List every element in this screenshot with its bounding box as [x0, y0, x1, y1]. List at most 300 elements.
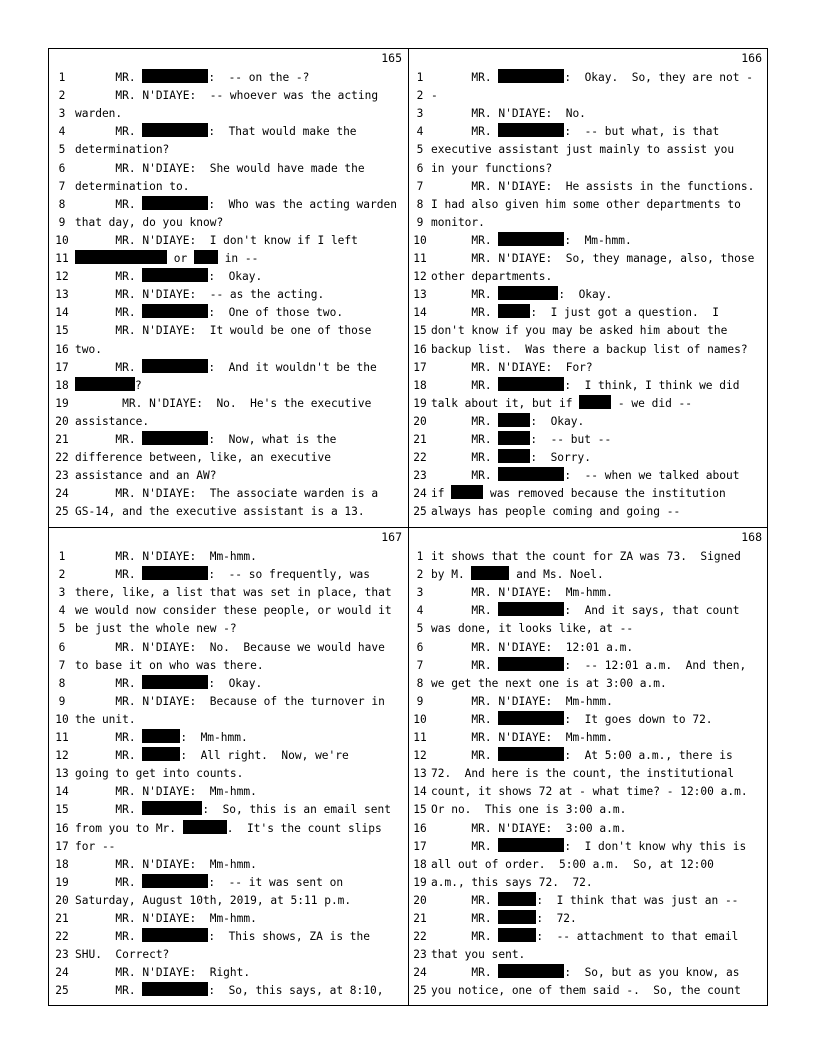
- line-text: [75, 343, 408, 356]
- text-segment: that day, do you know?: [75, 215, 224, 229]
- line-number: 12: [55, 749, 69, 763]
- text-segment: : And it wouldn't be the: [208, 360, 377, 374]
- redaction-box: [75, 377, 135, 391]
- transcript-line: [409, 120, 768, 138]
- line-text: [75, 948, 408, 961]
- text-segment: MR.: [431, 378, 499, 392]
- text-segment: and Ms. Noel.: [509, 568, 604, 582]
- text-segment: was removed because the institution: [483, 487, 726, 501]
- text-segment: MR.: [75, 930, 143, 944]
- text-segment: MR.: [431, 911, 499, 925]
- redaction-box: [579, 395, 611, 409]
- line-number: 25: [413, 505, 427, 519]
- line-number: 21: [55, 432, 69, 446]
- line-text: [431, 431, 768, 446]
- line-text: [75, 840, 408, 853]
- text-segment: MR.: [431, 604, 499, 618]
- transcript-line: [409, 84, 768, 102]
- text-segment: MR.: [75, 270, 143, 284]
- redaction-box: [142, 928, 208, 942]
- text-segment: a.m., this says 72. 72.: [431, 875, 593, 889]
- transcript-line: [409, 464, 768, 482]
- text-segment: other departments.: [431, 270, 553, 284]
- redaction-box: [142, 747, 180, 761]
- transcript-line: [49, 120, 408, 138]
- line-number: 20: [413, 414, 427, 428]
- transcript-line: [49, 545, 408, 563]
- transcript-line: [49, 138, 408, 156]
- redaction-box: [498, 910, 536, 924]
- text-segment: MR. N'DIAYE: Mm-hmm.: [75, 911, 257, 925]
- line-text: [75, 982, 408, 997]
- transcript-line: [49, 617, 408, 635]
- line-number: 17: [55, 360, 69, 374]
- line-number: 24: [55, 966, 69, 980]
- text-segment: count, it shows 72 at - what time? - 12:00 a.m.: [431, 785, 748, 799]
- line-text: [75, 675, 408, 690]
- transcript-sheet: [48, 48, 768, 1006]
- transcript-line: [409, 247, 768, 265]
- line-number: 13: [413, 288, 427, 302]
- line-text: [75, 89, 408, 102]
- text-segment: : So, this is an email sent: [202, 803, 391, 817]
- text-segment: : -- 12:01 a.m. And then,: [564, 658, 747, 672]
- line-number: 25: [413, 984, 427, 998]
- line-number: 11: [55, 731, 69, 745]
- redaction-box: [498, 602, 564, 616]
- line-number: 2: [416, 89, 424, 103]
- transcript-line: [49, 356, 408, 374]
- line-text: [431, 964, 768, 979]
- text-segment: MR.: [431, 839, 499, 853]
- line-text: [75, 713, 408, 726]
- line-text: [431, 252, 768, 265]
- transcript-line: [49, 175, 408, 193]
- redaction-box: [142, 196, 208, 210]
- transcript-line: [49, 84, 408, 102]
- text-segment: MR. N'DIAYE: -- as the acting.: [75, 288, 325, 302]
- transcript-line: [409, 690, 768, 708]
- redaction-box: [142, 359, 208, 373]
- text-segment: : I think, I think we did: [564, 378, 740, 392]
- transcript-line: [409, 726, 768, 744]
- line-text: [75, 487, 408, 500]
- line-number: 23: [55, 948, 69, 962]
- line-text: [431, 505, 768, 518]
- text-segment: executive assistant just mainly to assist you: [431, 143, 735, 157]
- text-segment: MR. N'DIAYE: Mm-hmm.: [75, 550, 257, 564]
- text-segment: to base it on who was there.: [75, 658, 264, 672]
- line-text: [431, 180, 768, 193]
- line-number: 18: [413, 378, 427, 392]
- line-number: 15: [55, 803, 69, 817]
- text-segment: be just the whole new -?: [75, 622, 237, 636]
- line-number: 13: [55, 288, 69, 302]
- transcript-line: [409, 943, 768, 961]
- text-segment: MR.: [431, 930, 499, 944]
- text-segment: : Okay. So, they are not -: [564, 71, 753, 85]
- text-segment: MR.: [431, 712, 499, 726]
- line-text: [75, 143, 408, 156]
- text-segment: we would now consider these people, or would it: [75, 604, 392, 618]
- line-number: 17: [413, 360, 427, 374]
- transcript-line: [409, 410, 768, 428]
- line-text: [431, 876, 768, 889]
- transcript-page-168: [409, 528, 768, 1006]
- transcript-line: [409, 798, 768, 816]
- line-text: [75, 641, 408, 654]
- redaction-box: [142, 874, 208, 888]
- line-text: [431, 910, 768, 925]
- transcript-line: [409, 545, 768, 563]
- page-number: 165: [381, 51, 402, 65]
- redaction-box: [75, 250, 167, 264]
- transcript-line: [409, 175, 768, 193]
- line-number: 18: [55, 378, 69, 392]
- transcript-line: [409, 138, 768, 156]
- transcript-line: [409, 617, 768, 635]
- line-number: 4: [416, 604, 424, 618]
- line-text: [431, 928, 768, 943]
- text-segment: you notice, one of them said -. So, the count: [431, 984, 741, 998]
- transcript-line: [49, 907, 408, 925]
- line-number: 9: [58, 694, 66, 708]
- line-number: 8: [416, 197, 424, 211]
- line-text: [75, 767, 408, 780]
- text-segment: MR. N'DIAYE: No.: [431, 107, 586, 121]
- transcript-line: [49, 672, 408, 690]
- line-text: [431, 162, 768, 175]
- text-segment: monitor.: [431, 215, 485, 229]
- text-segment: don't know if you may be asked him about the: [431, 324, 728, 338]
- line-number: 7: [58, 179, 66, 193]
- redaction-box: [498, 431, 530, 445]
- text-segment: that you sent.: [431, 948, 526, 962]
- line-number: 4: [58, 604, 66, 618]
- transcript-line: [49, 726, 408, 744]
- line-text: [75, 820, 408, 835]
- line-number: 23: [413, 469, 427, 483]
- transcript-line: [49, 500, 408, 518]
- text-segment: always has people coming and going --: [431, 505, 681, 519]
- text-segment: : 72.: [536, 911, 577, 925]
- transcript-line: [409, 193, 768, 211]
- page-number: 167: [381, 530, 402, 544]
- transcript-line: [409, 835, 768, 853]
- text-segment: : All right. Now, we're: [180, 749, 349, 763]
- line-text: [431, 377, 768, 392]
- line-text: [431, 586, 768, 599]
- text-segment: MR.: [75, 197, 143, 211]
- line-number: 5: [416, 622, 424, 636]
- redaction-box: [471, 566, 509, 580]
- line-text: [75, 695, 408, 708]
- transcript-line: [409, 708, 768, 726]
- redaction-box: [498, 747, 564, 761]
- transcript-line: [49, 392, 408, 410]
- text-segment: MR.: [431, 966, 499, 980]
- text-segment: warden.: [75, 107, 123, 121]
- text-segment: : So, this says, at 8:10,: [208, 984, 384, 998]
- text-segment: : Okay.: [208, 270, 263, 284]
- text-segment: MR. N'DIAYE: Mm-hmm.: [75, 785, 257, 799]
- transcript-lines: [409, 545, 768, 997]
- line-number: 9: [416, 215, 424, 229]
- line-text: [431, 695, 768, 708]
- redaction-box: [498, 964, 564, 978]
- text-segment: : -- it was sent on: [208, 875, 344, 889]
- line-text: [431, 304, 768, 319]
- redaction-box: [498, 449, 530, 463]
- line-number: 21: [55, 911, 69, 925]
- line-number: 19: [55, 396, 69, 410]
- text-segment: : Who was the acting warden: [208, 197, 397, 211]
- line-number: 14: [413, 785, 427, 799]
- transcript-line: [49, 563, 408, 581]
- transcript-line: [49, 690, 408, 708]
- transcript-line: [49, 961, 408, 979]
- transcript-line: [409, 744, 768, 762]
- transcript-line: [49, 708, 408, 726]
- line-number: 18: [413, 857, 427, 871]
- line-text: [75, 550, 408, 563]
- text-segment: MR. N'DIAYE: The associate warden is a: [75, 487, 379, 501]
- line-text: [431, 785, 768, 798]
- line-number: 16: [55, 821, 69, 835]
- line-number: 5: [58, 622, 66, 636]
- text-segment: MR.: [431, 125, 499, 139]
- line-number: 18: [55, 857, 69, 871]
- text-segment: -: [431, 89, 438, 103]
- transcript-line: [49, 762, 408, 780]
- transcript-line: [409, 356, 768, 374]
- line-text: [431, 858, 768, 871]
- line-number: 24: [413, 487, 427, 501]
- line-text: [75, 69, 408, 84]
- line-number: 4: [58, 125, 66, 139]
- transcript-line: [409, 889, 768, 907]
- line-number: 22: [55, 451, 69, 465]
- text-segment: MR.: [431, 432, 499, 446]
- text-segment: MR.: [75, 360, 143, 374]
- line-text: [431, 803, 768, 816]
- line-text: [75, 622, 408, 635]
- line-text: [431, 216, 768, 229]
- transcript-page-167: [49, 528, 408, 1006]
- transcript-line: [409, 961, 768, 979]
- line-text: [431, 747, 768, 762]
- redaction-box: [142, 304, 208, 318]
- text-segment: difference between, like, an executive: [75, 451, 331, 465]
- text-segment: ?: [135, 378, 142, 392]
- text-segment: talk about it, but if: [431, 396, 580, 410]
- line-number: 7: [416, 658, 424, 672]
- line-number: 17: [413, 839, 427, 853]
- line-number: 13: [413, 767, 427, 781]
- text-segment: MR. N'DIAYE: Mm-hmm.: [75, 857, 257, 871]
- transcript-line: [409, 265, 768, 283]
- line-number: 16: [413, 342, 427, 356]
- text-segment: MR. N'DIAYE: Mm-hmm.: [431, 586, 613, 600]
- text-segment: MR.: [75, 749, 143, 763]
- transcript-line: [49, 283, 408, 301]
- text-segment: MR. N'DIAYE: It would be one of those: [75, 324, 372, 338]
- text-segment: from you to Mr.: [75, 821, 183, 835]
- transcript-line: [409, 599, 768, 617]
- transcript-line: [409, 780, 768, 798]
- transcript-line: [409, 500, 768, 518]
- line-number: 20: [55, 893, 69, 907]
- redaction-box: [142, 729, 180, 743]
- redaction-box: [194, 250, 218, 264]
- line-number: 10: [55, 233, 69, 247]
- line-number: 2: [416, 568, 424, 582]
- line-number: 12: [413, 749, 427, 763]
- transcript-line: [409, 853, 768, 871]
- text-segment: in --: [217, 252, 259, 266]
- redaction-box: [142, 566, 208, 580]
- transcript-line: [409, 211, 768, 229]
- line-text: [431, 838, 768, 853]
- line-number: 11: [413, 731, 427, 745]
- line-number: 12: [413, 270, 427, 284]
- text-segment: MR. N'DIAYE: No. He's the executive: [75, 396, 372, 410]
- text-segment: MR.: [75, 676, 143, 690]
- redaction-box: [142, 982, 208, 996]
- line-number: 3: [416, 107, 424, 121]
- text-segment: : Okay.: [208, 676, 263, 690]
- line-text: [75, 162, 408, 175]
- text-segment: MR. N'DIAYE: 12:01 a.m.: [431, 640, 634, 654]
- page-number: 168: [741, 530, 762, 544]
- line-text: [431, 143, 768, 156]
- transcript-line: [409, 563, 768, 581]
- transcript-line: [409, 301, 768, 319]
- text-segment: : It goes down to 72.: [564, 712, 713, 726]
- line-text: [75, 566, 408, 581]
- redaction-box: [498, 123, 564, 137]
- transcript-line: [409, 925, 768, 943]
- line-text: [431, 343, 768, 356]
- line-text: [75, 324, 408, 337]
- line-text: [431, 69, 768, 84]
- line-text: [75, 801, 408, 816]
- text-segment: MR.: [75, 731, 143, 745]
- redaction-box: [498, 892, 536, 906]
- text-segment: : -- on the -?: [208, 71, 310, 85]
- text-segment: : Mm-hmm.: [180, 731, 248, 745]
- redaction-box: [142, 123, 208, 137]
- line-number: 3: [58, 107, 66, 121]
- line-text: [431, 550, 768, 563]
- line-text: [431, 566, 768, 581]
- line-number: 6: [416, 161, 424, 175]
- line-text: [75, 180, 408, 193]
- line-number: 12: [55, 270, 69, 284]
- line-text: [431, 449, 768, 464]
- text-segment: was done, it looks like, at --: [431, 622, 634, 636]
- line-text: [431, 677, 768, 690]
- page-number: 166: [741, 51, 762, 65]
- text-segment: Saturday, August 10th, 2019, at 5:11 p.m.: [75, 893, 352, 907]
- line-text: [431, 232, 768, 247]
- line-text: [431, 107, 768, 120]
- text-segment: we get the next one is at 3:00 a.m.: [431, 676, 667, 690]
- line-number: 16: [55, 342, 69, 356]
- transcript-line: [409, 635, 768, 653]
- line-number: 8: [58, 676, 66, 690]
- line-number: 7: [416, 179, 424, 193]
- transcript-lines: [49, 545, 408, 997]
- line-number: 13: [55, 767, 69, 781]
- line-number: 8: [416, 676, 424, 690]
- redaction-box: [498, 413, 530, 427]
- transcript-line: [409, 816, 768, 834]
- redaction-box: [498, 711, 564, 725]
- line-number: 2: [58, 568, 66, 582]
- line-text: [75, 397, 408, 410]
- line-number: 21: [413, 911, 427, 925]
- text-segment: : Okay.: [530, 414, 585, 428]
- transcript-line: [409, 446, 768, 464]
- line-text: [431, 622, 768, 635]
- text-segment: two.: [75, 342, 102, 356]
- transcript-line: [409, 871, 768, 889]
- transcript-line: [409, 654, 768, 672]
- text-segment: : I don't know why this is: [564, 839, 747, 853]
- transcript-line: [49, 247, 408, 265]
- line-text: [431, 892, 768, 907]
- line-text: [75, 359, 408, 374]
- text-segment: determination?: [75, 143, 170, 157]
- transcript-line: [49, 193, 408, 211]
- transcript-line: [409, 319, 768, 337]
- line-number: 3: [58, 586, 66, 600]
- text-segment: MR. N'DIAYE: Right.: [75, 966, 251, 980]
- text-segment: SHU. Correct?: [75, 948, 170, 962]
- transcript-line: [409, 283, 768, 301]
- text-segment: : I think that was just an --: [536, 893, 739, 907]
- line-text: [431, 984, 768, 997]
- transcript-line: [409, 66, 768, 84]
- redaction-box: [498, 232, 564, 246]
- text-segment: : -- attachment to that email: [536, 930, 739, 944]
- redaction-box: [142, 69, 208, 83]
- redaction-box: [142, 268, 208, 282]
- line-text: [431, 286, 768, 301]
- transcript-line: [49, 889, 408, 907]
- line-number: 14: [413, 306, 427, 320]
- line-text: [75, 659, 408, 672]
- transcript-line: [49, 780, 408, 798]
- redaction-box: [498, 69, 564, 83]
- text-segment: going to get into counts.: [75, 767, 244, 781]
- text-segment: MR. N'DIAYE: So, they manage, also, those: [431, 252, 755, 266]
- line-number: 19: [55, 875, 69, 889]
- text-segment: MR.: [431, 469, 499, 483]
- line-text: [75, 107, 408, 120]
- transcript-lines: [49, 66, 408, 518]
- transcript-line: [49, 410, 408, 428]
- text-segment: : At 5:00 a.m., there is: [564, 749, 733, 763]
- text-segment: there, like, a list that was set in place, that: [75, 586, 392, 600]
- line-text: [431, 767, 768, 780]
- line-number: 11: [413, 252, 427, 266]
- text-segment: MR.: [75, 803, 143, 817]
- redaction-box: [183, 820, 227, 834]
- text-segment: MR. N'DIAYE: For?: [431, 360, 593, 374]
- line-text: [431, 641, 768, 654]
